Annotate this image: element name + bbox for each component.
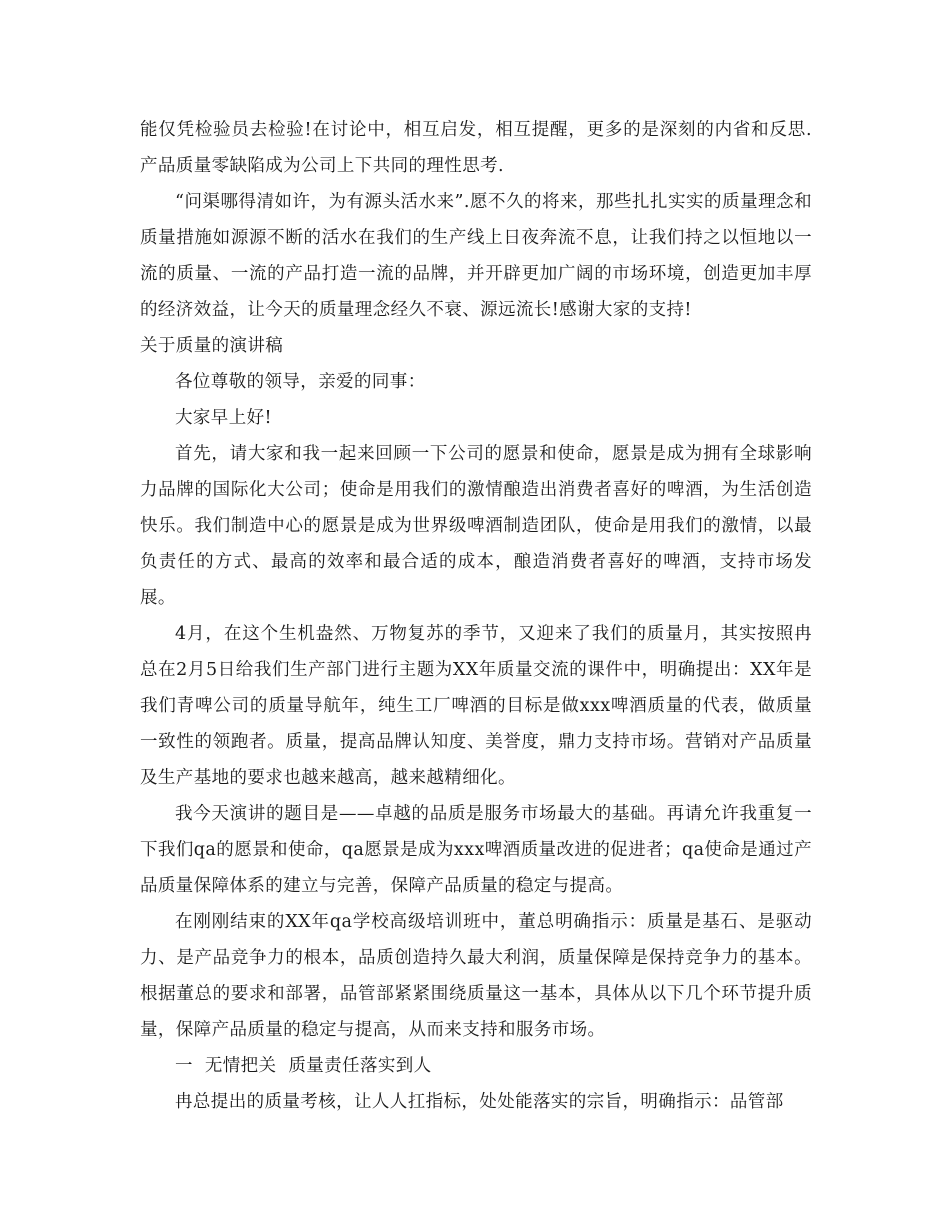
paragraph-training-instructions: 在刚刚结束的XX年qa学校高级培训班中，董总明确指示：质量是基石、是驱动力、是产品竞争力的根本，品质创造持久最大利润，质量保障是保持竞争力的基本。根据董总的要求和部署，品管部紧紧围绕质量这一基本，具体从以下几个环节提升质量，保障产品质量的稳定与提高，从而来支持和服务市场。 [140, 912, 812, 1040]
greeting: 大家早上好! [175, 408, 272, 428]
paragraph-vision-mission: 首先，请大家和我一起来回顾一下公司的愿景和使命，愿景是成为拥有全球影响力品牌的国际化大公司；使命是用我们的激情酿造出消费者喜好的啤酒，为生活创造快乐。我们制造中心的愿景是成为世界级啤酒制造团队，使命是用我们的激情，以最负责任的方式、最高的效率和最合适的成本，酿造消费者喜好的啤酒，支持市场发展。 [140, 444, 812, 608]
speech-title: 关于质量的演讲稿 [140, 336, 284, 356]
paragraph-closing-quote: “问渠哪得清如许，为有源头活水来”.愿不久的将来，那些扎扎实实的质量理念和质量措施如源源不断的活水在我们的生产线上日夜奔流不息，让我们持之以恒地以一流的质量、一流的产品打造一流的品牌，并开辟更加广阔的市场环境，创造更加丰厚的经济效益，让今天的质量理念经久不衰、源远流长!感谢大家的支持! [140, 192, 812, 320]
paragraph-speech-topic: 我今天演讲的题目是——卓越的品质是服务市场最大的基础。再请允许我重复一下我们qa的愿景和使命，qa愿景是成为xxx啤酒质量改进的促进者；qa使命是通过产品质量保障体系的建立与完善，保障产品质量的稳定与提高。 [140, 804, 812, 896]
paragraph-quality-month: 4月，在这个生机盎然、万物复苏的季节，又迎来了我们的质量月，其实按照冉总在2月5日给我们生产部门进行主题为XX年质量交流的课件中，明确提出：XX年是我们青啤公司的质量导航年，纯生工厂啤酒的目标是做xxx啤酒质量的代表，做质量一致性的领跑者。质量，提高品牌认知度、美誉度，鼎力支持市场。营销对产品质量及生产基地的要求也越来越高，越来越精细化。 [140, 624, 812, 788]
section-heading: 一 无情把关 质量责任落实到人 [175, 1056, 432, 1076]
salutation: 各位尊敬的领导，亲爱的同事： [175, 372, 426, 392]
document-body [140, 112, 812, 1120]
paragraph-continuation: 能仅凭检验员去检验!在讨论中，相互启发，相互提醒，更多的是深刻的内省和反思.产品质量零缺陷成为公司上下共同的理性思考. [140, 120, 812, 176]
paragraph-quality-assessment: 冉总提出的质量考核，让人人扛指标，处处能落实的宗旨，明确指示：品管部 [175, 1092, 784, 1112]
